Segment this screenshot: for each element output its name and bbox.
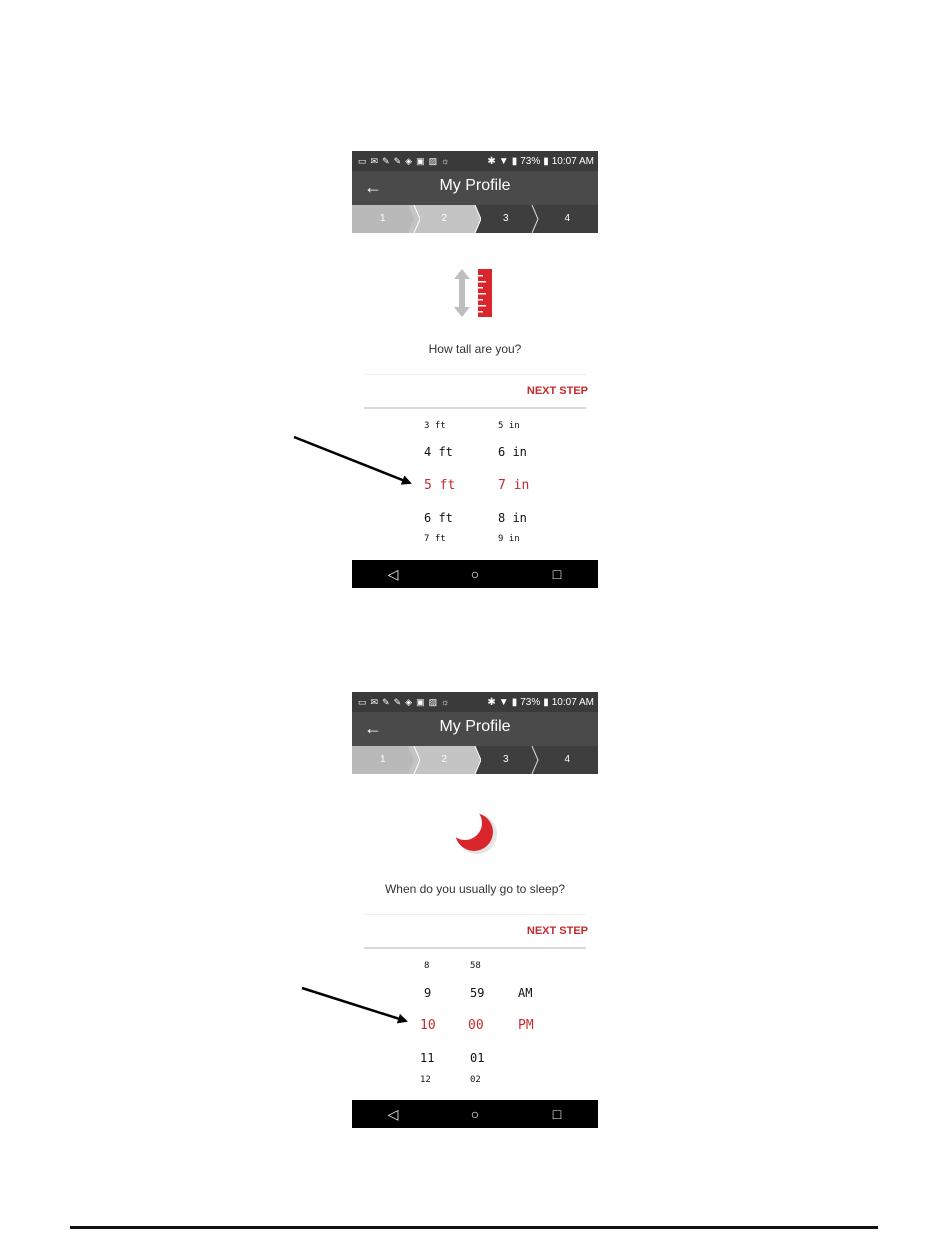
battery-icon: ▮ [543,155,549,167]
tag-icon: ✎ [382,156,390,166]
back-arrow-icon[interactable]: ← [364,177,382,197]
battery-icon: ▮ [543,696,549,708]
picker-feet[interactable]: 5 ft [424,478,456,493]
weather-icon: ☼ [441,156,450,166]
picker-inches[interactable]: 8 in [498,511,527,525]
home-circle-icon[interactable]: ○ [470,566,480,582]
app-icon: ▣ [416,697,425,707]
message-icon: ▭ [358,697,367,707]
battery-level: 73% [520,155,541,167]
back-triangle-icon[interactable]: ◁ [387,1105,399,1122]
question-text: How tall are you? [428,342,522,356]
picker-hour[interactable]: 9 [424,986,432,1000]
page-title: My Profile [439,718,511,735]
app-icon: ▣ [416,156,425,166]
page-title: My Profile [439,177,511,194]
picker-feet[interactable]: 7 ft [424,534,446,544]
clock: 10:07 AM [551,696,594,708]
picker-minute[interactable]: 01 [470,1051,485,1065]
picker-hour[interactable]: 12 [420,1075,431,1085]
step-4: 4 [564,213,571,224]
next-step-button[interactable]: NEXT STEP [526,385,588,397]
home-circle-icon[interactable]: ○ [470,1106,480,1122]
picker-inches[interactable]: 5 in [498,421,520,431]
picker-feet[interactable]: 3 ft [424,421,446,431]
step-4: 4 [564,754,571,765]
battery-level: 73% [520,696,541,708]
arrow-to-time-selection [302,988,406,1021]
picker-hour[interactable]: 11 [420,1051,435,1065]
recents-square-icon[interactable]: □ [552,1106,562,1122]
picker-ampm[interactable]: AM [518,986,533,1000]
step-2: 2 [414,205,476,233]
step-1: 1 [352,205,414,233]
message-icon: ▭ [358,156,367,166]
bluetooth-icon: ✱ [487,696,496,708]
bluetooth-icon: ✱ [487,155,496,167]
arrow-to-height-selection [294,437,410,483]
step-1: 1 [352,746,414,774]
tag-icon: ✎ [382,697,390,707]
picker-inches[interactable]: 9 in [498,534,520,544]
next-step-button[interactable]: NEXT STEP [526,925,588,937]
picker-feet[interactable]: 6 ft [424,511,453,525]
signal-icon: ▮ [511,155,518,167]
back-triangle-icon[interactable]: ◁ [387,565,399,582]
picker-minute[interactable]: 02 [470,1075,481,1085]
footer-rule [70,1226,878,1229]
tag-icon: ✎ [393,697,402,707]
picker-ampm[interactable]: PM [518,1018,534,1033]
step-3: 3 [502,213,509,224]
picker-inches[interactable]: 7 in [498,478,530,493]
picker-feet[interactable]: 4 ft [424,445,453,459]
picker-hour[interactable]: 8 [424,961,430,971]
image-icon: ▨ [428,156,438,166]
label-icon: ◈ [405,156,413,166]
weather-icon: ☼ [441,697,450,707]
back-arrow-icon[interactable]: ← [364,718,382,738]
picker-minute[interactable]: 00 [468,1018,484,1033]
recents-square-icon[interactable]: □ [552,566,562,582]
step-3: 3 [502,754,509,765]
label-icon: ◈ [405,697,413,707]
mail-icon: ✉ [370,697,379,707]
picker-hour[interactable]: 10 [420,1018,436,1033]
picker-minute[interactable]: 59 [470,986,485,1000]
tag-icon: ✎ [393,156,402,166]
clock: 10:07 AM [551,155,594,167]
picker-minute[interactable]: 58 [470,961,481,971]
step-2: 2 [414,746,476,774]
wifi-icon: ▼ [498,155,509,167]
mail-icon: ✉ [370,156,379,166]
wifi-icon: ▼ [498,696,509,708]
question-text: When do you usually go to sleep? [384,882,566,896]
image-icon: ▨ [428,697,438,707]
picker-inches[interactable]: 6 in [498,445,527,459]
signal-icon: ▮ [511,696,518,708]
